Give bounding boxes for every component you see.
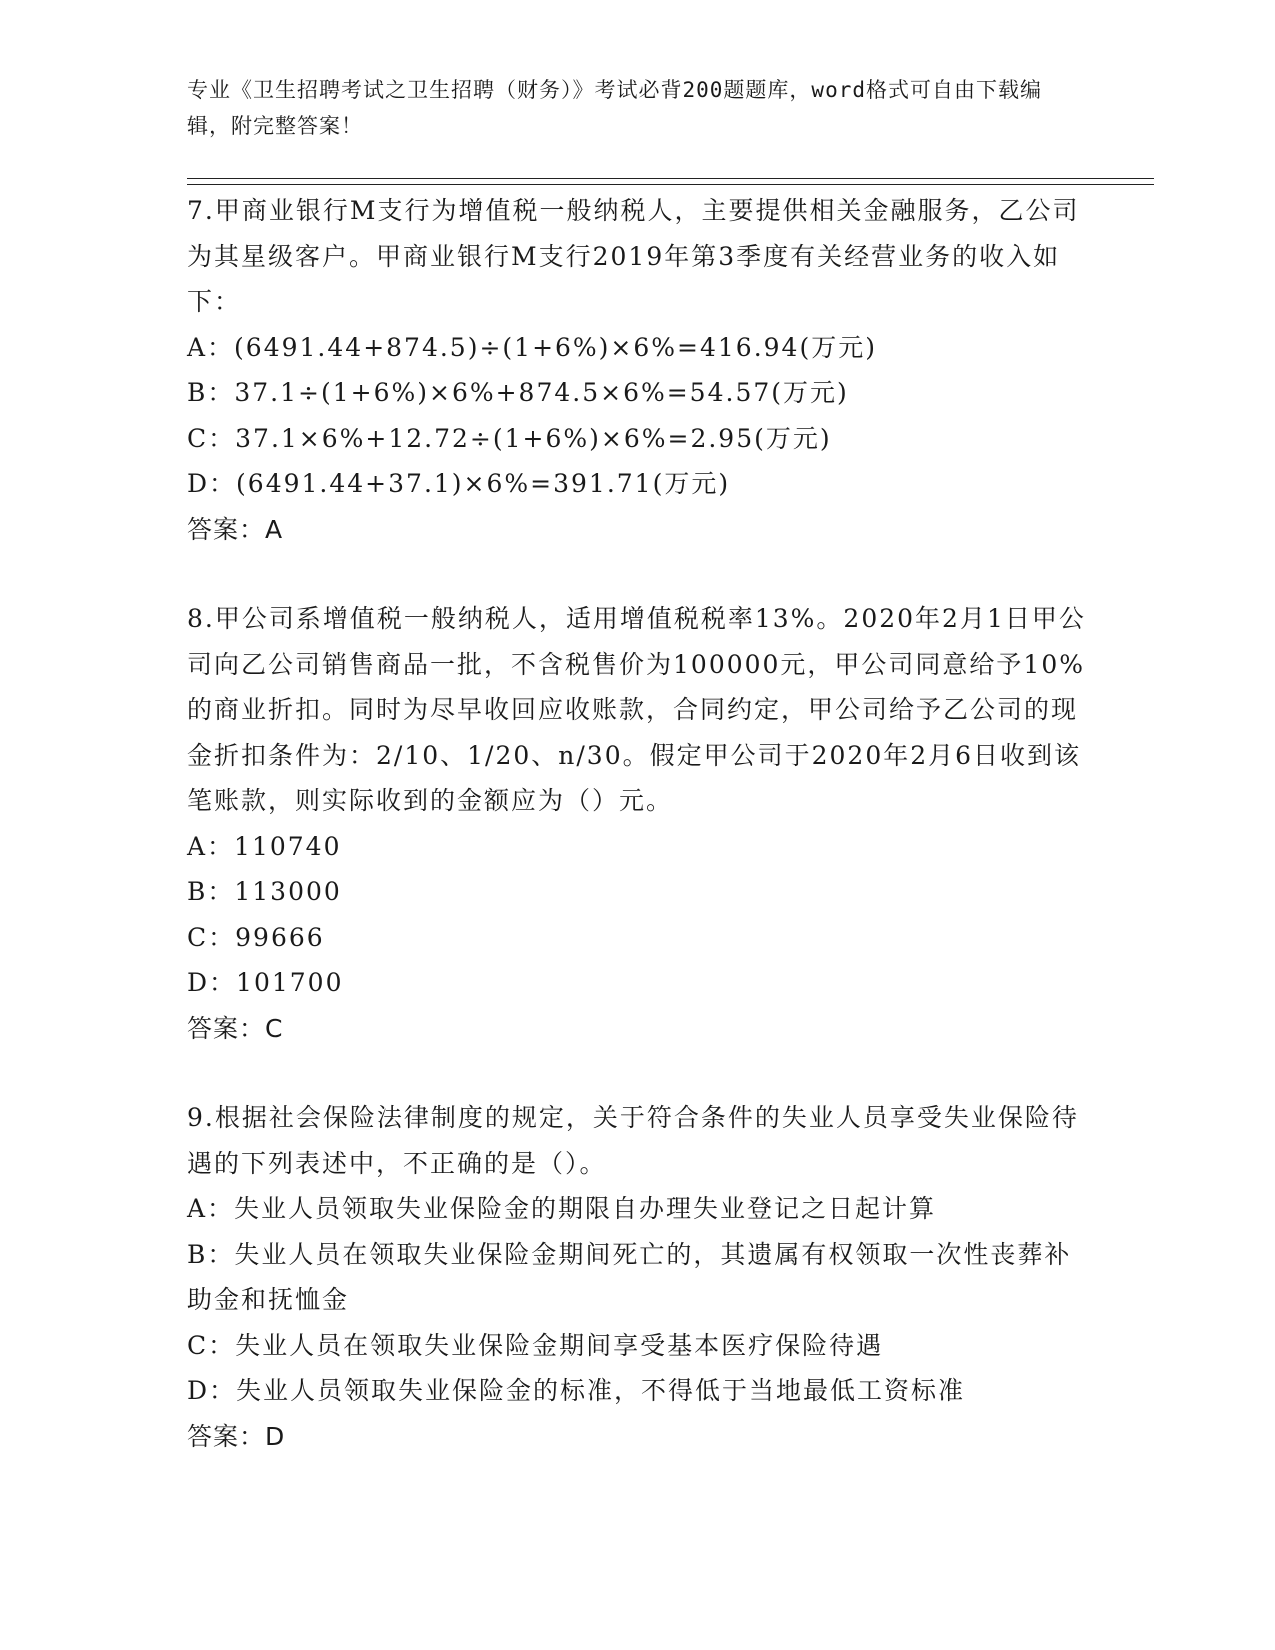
option-c: C：失业人员在领取失业保险金期间享受基本医疗保险待遇 [187,1330,884,1360]
question-list [187,188,1087,1503]
option-a: A：(6491.44+874.5)÷(1+6%)×6%=416.94(万元) [187,332,877,362]
question-7 [187,188,1087,552]
question-stem: 8.甲公司系增值税一般纳税人，适用增值税税率13%。2020年2月1日甲公司向乙公司销售商品一批，不含税售价为100000元，甲公司同意给予10%的商业折扣。同时为尽早收回应收账款，合同约定，甲公司给予乙公司的现金折扣条件为：2/10、1/20、n/30。假定甲公司于2020年2月6日收到该笔账款，则实际收到的金额应为（）元。 [187,604,1086,815]
option-d: D：101700 [187,968,344,997]
answer-label: 答案：D [187,1421,286,1451]
header-divider-top [187,178,1154,179]
answer-label: 答案：A [187,514,284,544]
option-a: A：110740 [187,831,342,861]
option-b: B：37.1÷(1+6%)×6%+874.5×6%=54.57(万元) [187,378,849,407]
option-d: D：失业人员领取失业保险金的标准，不得低于当地最低工资标准 [187,1376,966,1405]
question-9 [187,1095,1087,1459]
option-b: B：113000 [187,877,342,906]
option-b: B：失业人员在领取失业保险金期间死亡的，其遗属有权领取一次性丧葬补助金和抚恤金 [187,1239,1072,1314]
option-a: A：失业人员领取失业保险金的期限自办理失业登记之日起计算 [187,1194,937,1223]
answer-label: 答案：C [187,1013,284,1043]
option-d: D：(6491.44+37.1)×6%=391.71(万元) [187,469,731,498]
question-stem: 9.根据社会保险法律制度的规定，关于符合条件的失业人员享受失业保险待遇的下列表述中，不正确的是（）。 [187,1103,1079,1178]
option-c: C：37.1×6%+12.72÷(1+6%)×6%=2.95(万元) [187,423,832,453]
question-8 [187,596,1087,1051]
document-header: 专业《卫生招聘考试之卫生招聘（财务）》考试必背200题题库，word格式可自由下载编辑，附完整答案！ [187,78,1042,138]
header-divider-bottom [187,184,1154,185]
question-stem: 7.甲商业银行M支行为增值税一般纳税人，主要提供相关金融服务，乙公司为其星级客户。甲商业银行M支行2019年第3季度有关经营业务的收入如下： [187,196,1080,316]
option-c: C：99666 [187,922,325,952]
